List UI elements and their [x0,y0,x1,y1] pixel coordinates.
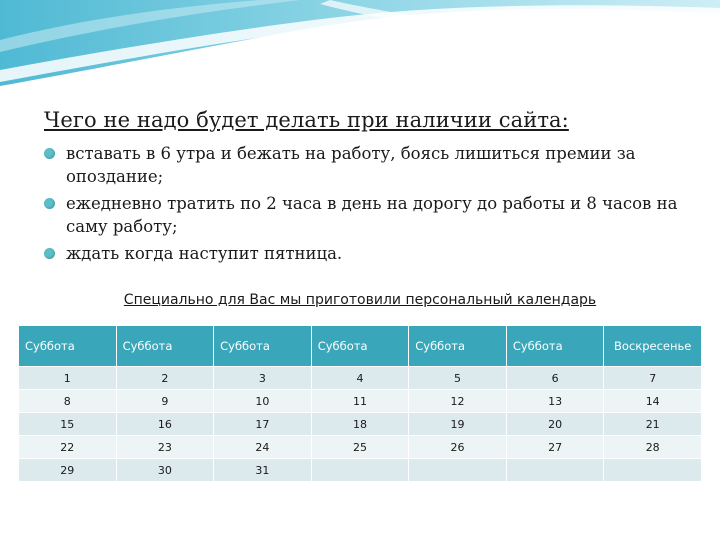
calendar-header-cell: Суббота [19,326,117,367]
calendar-cell [409,459,507,482]
calendar-header-cell: Суббота [409,326,507,367]
calendar-header-cell: Суббота [506,326,604,367]
calendar-cell: 2 [116,367,214,390]
calendar-cell: 25 [311,436,409,459]
calendar-cell: 9 [116,390,214,413]
calendar-row [19,367,702,390]
calendar-row [19,413,702,436]
calendar-row [19,436,702,459]
calendar-header-cell: Суббота [214,326,312,367]
calendar-cell: 24 [214,436,312,459]
calendar-cell: 17 [214,413,312,436]
calendar-cell: 5 [409,367,507,390]
calendar-cell: 8 [19,390,117,413]
bullet-text: ждать когда наступит пятница. [66,244,343,263]
calendar-cell: 31 [214,459,312,482]
calendar-cell: 27 [506,436,604,459]
page-heading: Чего не надо будет делать при наличии сайта: [44,108,569,132]
bullet-dot-icon [44,148,55,159]
calendar-cell: 15 [19,413,117,436]
calendar-row [19,390,702,413]
calendar-cell: 13 [506,390,604,413]
calendar-cell: 30 [116,459,214,482]
calendar-row [19,459,702,482]
calendar-header-cell: Суббота [116,326,214,367]
calendar-header-row [19,326,702,367]
calendar-cell [604,459,702,482]
calendar-cell: 16 [116,413,214,436]
calendar-caption: Специально для Вас мы приготовили персональный календарь [123,292,597,308]
bullet-item [44,192,694,238]
bullet-dot-icon [44,248,55,259]
bullet-item [44,242,694,265]
calendar-header-cell: Суббота [311,326,409,367]
calendar-cell: 26 [409,436,507,459]
calendar-cell: 1 [19,367,117,390]
calendar-cell: 7 [604,367,702,390]
bullet-dot-icon [44,198,55,209]
calendar-cell: 28 [604,436,702,459]
calendar-cell: 12 [409,390,507,413]
calendar-cell: 3 [214,367,312,390]
decorative-wave-banner [0,0,720,100]
calendar-cell: 22 [19,436,117,459]
calendar-cell: 19 [409,413,507,436]
calendar-cell: 10 [214,390,312,413]
calendar-cell: 11 [311,390,409,413]
bullet-text: ежедневно тратить по 2 часа в день на дорогу до работы и 8 часов на саму работу; [66,194,678,236]
calendar-header-cell: Воскресенье [604,326,702,367]
bullet-item [44,142,694,188]
calendar-cell: 20 [506,413,604,436]
calendar-cell [311,459,409,482]
calendar-cell: 4 [311,367,409,390]
bullet-list [44,142,694,269]
calendar-cell [506,459,604,482]
calendar-cell: 29 [19,459,117,482]
calendar-cell: 6 [506,367,604,390]
calendar-cell: 21 [604,413,702,436]
calendar-cell: 14 [604,390,702,413]
bullet-text: вставать в 6 утра и бежать на работу, боясь лишиться премии за опоздание; [66,144,636,186]
calendar-table [18,325,702,482]
calendar-cell: 23 [116,436,214,459]
calendar-cell: 18 [311,413,409,436]
